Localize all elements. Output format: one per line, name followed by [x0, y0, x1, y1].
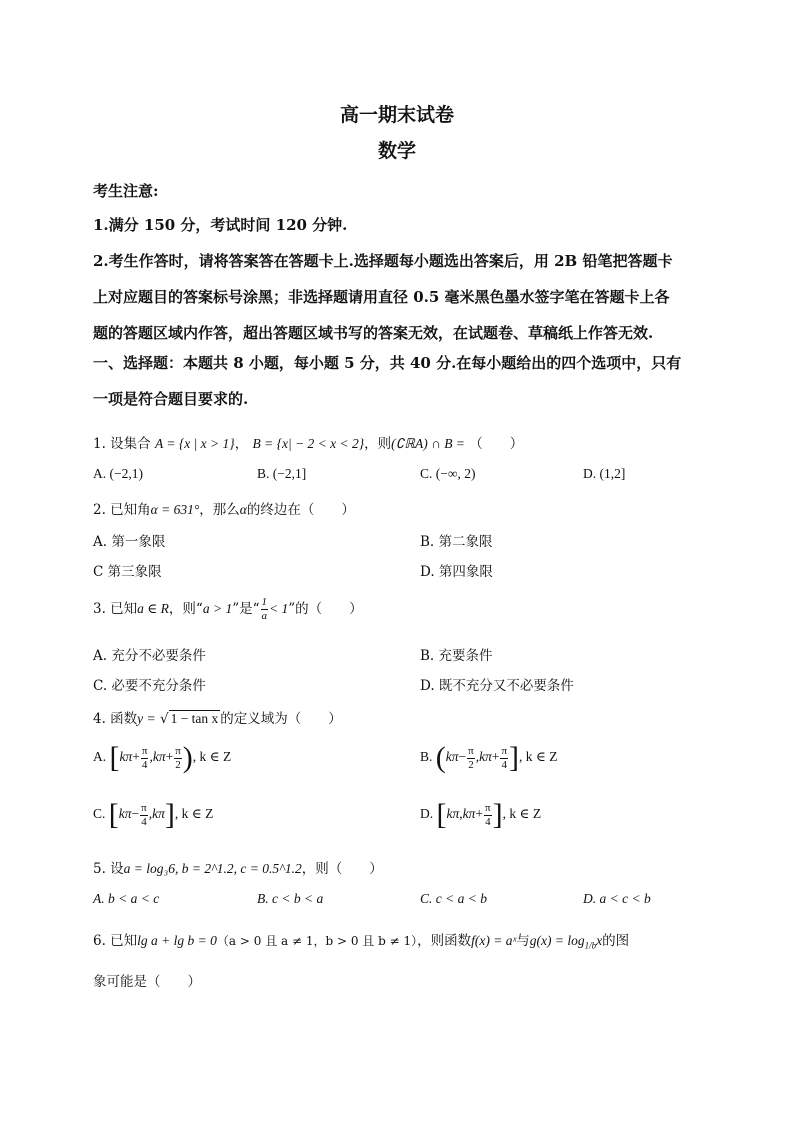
q4-d-pi: π	[485, 801, 491, 814]
q5-option-c: C. c < a < b	[420, 891, 487, 906]
q6-mid: ，则函数	[417, 933, 472, 949]
notes-line-1: 1.满分 150 分，考试时间 120 分钟.	[93, 216, 348, 234]
q4-a-d4: 4	[141, 758, 148, 771]
q3-option-b: B. 充要条件	[420, 648, 493, 664]
q1-option-c: C. (−∞, 2)	[420, 466, 476, 481]
q4-post: 的定义域为（ ）	[220, 711, 342, 727]
q4-a-d2: 2	[175, 758, 181, 771]
q1-option-a: A. (−2,1)	[93, 466, 143, 481]
q3-mid1: ，则“	[168, 601, 203, 617]
notes-line-2a: 2.考生作答时，请将答案答在答题卡上.选择题每小题选出答案后，用 2B 铅笔把答题卡	[93, 252, 673, 270]
q3-prefix: 3. 已知	[93, 601, 138, 617]
q4-b-kpi: kπ	[445, 749, 459, 765]
q4-c-kz: , k ∈ Z	[174, 806, 214, 822]
q3-cond-2: < 1	[269, 601, 289, 616]
q2-post: 的终边在（ ）	[246, 502, 355, 518]
q3-fraction	[261, 596, 269, 623]
q4-a-kpi: kπ	[119, 749, 133, 765]
q4-a-kpi2: kπ	[152, 749, 166, 765]
q1-prefix: 1. 设集合	[93, 436, 151, 452]
q1-mid: ，则	[364, 436, 392, 452]
q6-line-2: 象可能是（ ）	[93, 974, 201, 990]
q6-condition: lg a + lg b = 0	[137, 933, 217, 948]
q3-frac-num: 1	[261, 596, 268, 608]
exam-subject: 数学	[377, 140, 416, 162]
q4-option-b: B. (kπ− $\frac{\pi}{2}$ ,kπ+ $\frac{\pi}{4}$ ], k ∈ Z	[420, 741, 558, 774]
q2-option-c: C 第三象限	[93, 564, 162, 580]
q5-expr: a = log₃6, b = 2^1.2, c = 0.5^1.2	[123, 861, 302, 876]
q4-option-b-label: B.	[420, 749, 433, 765]
q3-frac-den: a	[261, 610, 268, 622]
question-2	[93, 498, 355, 518]
q3-post: ”的（ ）	[288, 601, 363, 617]
q2-alpha: α	[239, 502, 247, 517]
q6-g-x: x	[596, 933, 603, 948]
q4-option-c-label: C.	[93, 806, 106, 822]
question-1	[93, 432, 523, 452]
notes-line-2c: 题的答题区域内作答，超出答题区域书写的答案无效，在试题卷、草稿纸上作答无效.	[93, 324, 654, 342]
q4-b-d2: 2	[468, 758, 474, 771]
q2-option-b: B. 第二象限	[420, 534, 493, 550]
q4-d-d4: 4	[485, 815, 491, 828]
q4-option-a-label: A.	[93, 749, 107, 765]
q4-radicand: 1 − tan x	[170, 711, 219, 726]
q2-prefix: 2. 已知角	[93, 502, 151, 518]
question-5	[93, 857, 383, 877]
q3-option-a: A. 充分不必要条件	[93, 648, 206, 664]
notes-heading: 考生注意:	[93, 182, 159, 200]
q4-c-pi: π	[141, 801, 147, 814]
q2-angle: α = 631°	[150, 502, 200, 517]
q4-a-pi1: π	[141, 744, 148, 757]
q1-sep: ，	[234, 436, 249, 452]
q4-option-d-label: D.	[420, 806, 434, 822]
section-heading-a: 一、选择题：本题共 8 小题，每小题 5 分，共 40 分.在每小题给出的四个选项中，只有	[93, 354, 682, 372]
q5-option-d: D. a < c < b	[583, 891, 651, 906]
q3-option-c: C. 必要不充分条件	[93, 678, 206, 694]
q4-d-kpi2: kπ	[462, 806, 476, 822]
q5-post: ，则（ ）	[301, 861, 383, 877]
q6-prefix: 6. 已知	[93, 933, 138, 949]
q1-expr: (∁ℝA) ∩ B =	[391, 436, 465, 451]
q4-option-c: C. [kπ− $\frac{\pi}{4}$ ,kπ], k ∈ Z	[93, 798, 214, 831]
q4-b-d4: 4	[501, 758, 508, 771]
q3-condition: a ∈ R	[137, 601, 169, 616]
q4-c-kpi: kπ	[118, 806, 132, 822]
q4-b-kz: , k ∈ Z	[519, 749, 558, 765]
q4-c-d4: 4	[141, 815, 147, 828]
q3-cond-1: a > 1	[202, 601, 233, 616]
q4-option-a: A. [kπ+ $\frac{\pi}{4}$ ,kπ+ $\frac{\pi}{2}$ ), k ∈ Z	[93, 741, 232, 774]
q5-option-b: B. c < b < a	[257, 891, 324, 906]
q1-option-b: B. (−2,1]	[257, 466, 307, 481]
q4-b-pi1: π	[468, 744, 474, 757]
q4-c-kpi2: kπ	[152, 806, 165, 822]
q4-b-pi2: π	[501, 744, 508, 757]
q3-mid2: ”是“	[232, 601, 260, 617]
q5-option-a: A. b < a < c	[93, 891, 160, 906]
q3-option-d: D. 既不充分又不必要条件	[420, 678, 574, 694]
q6-paren-cond: （a > 0 且 a ≠ 1，b > 0 且 b ≠ 1）	[216, 934, 418, 948]
q2-mid: ，那么	[199, 502, 240, 518]
q6-g-base: 1/b	[584, 940, 597, 951]
exam-title: 高一期末试卷	[339, 104, 454, 126]
q1-option-d: D. (1,2]	[583, 466, 626, 481]
section-heading-b: 一项是符合题目要求的.	[93, 390, 249, 408]
q4-a-kz: , k ∈ Z	[192, 749, 232, 765]
q2-option-a: A. 第一象限	[93, 534, 166, 550]
q2-option-d: D. 第四象限	[420, 564, 493, 580]
q4-d-kpi: kπ	[446, 806, 460, 822]
q6-f: f(x) = aˣ	[471, 933, 517, 948]
q4-a-pi2: π	[175, 744, 181, 757]
question-3	[93, 596, 363, 623]
question-6	[93, 929, 629, 951]
q4-b-kpi2: kπ	[479, 749, 492, 765]
q1-set-b: B = {x| − 2 < x < 2}	[252, 436, 365, 451]
q4-option-d: D. [kπ,kπ+ $\frac{\pi}{4}$ ], k ∈ Z	[420, 798, 542, 831]
q5-prefix: 5. 设	[93, 861, 124, 877]
q4-d-kz: , k ∈ Z	[502, 806, 542, 822]
q6-and: 与	[516, 933, 530, 949]
q4-prefix: 4. 函数	[93, 711, 138, 727]
q6-post: 的图	[602, 933, 630, 949]
q4-fn: y =	[137, 711, 156, 726]
notes-line-2b: 上对应题目的答案标号涂黑；非选择题请用直径 0.5 毫米黑色墨水签字笔在答题卡上各	[93, 288, 670, 306]
q6-g: g(x) = log	[529, 933, 585, 948]
q1-set-a: A = {x | x > 1}	[154, 436, 235, 451]
q1-answer-paren: （ ）	[469, 436, 524, 452]
question-4: 4. 函数y = √ 1 − tan x 的定义域为（ ）	[93, 711, 342, 727]
